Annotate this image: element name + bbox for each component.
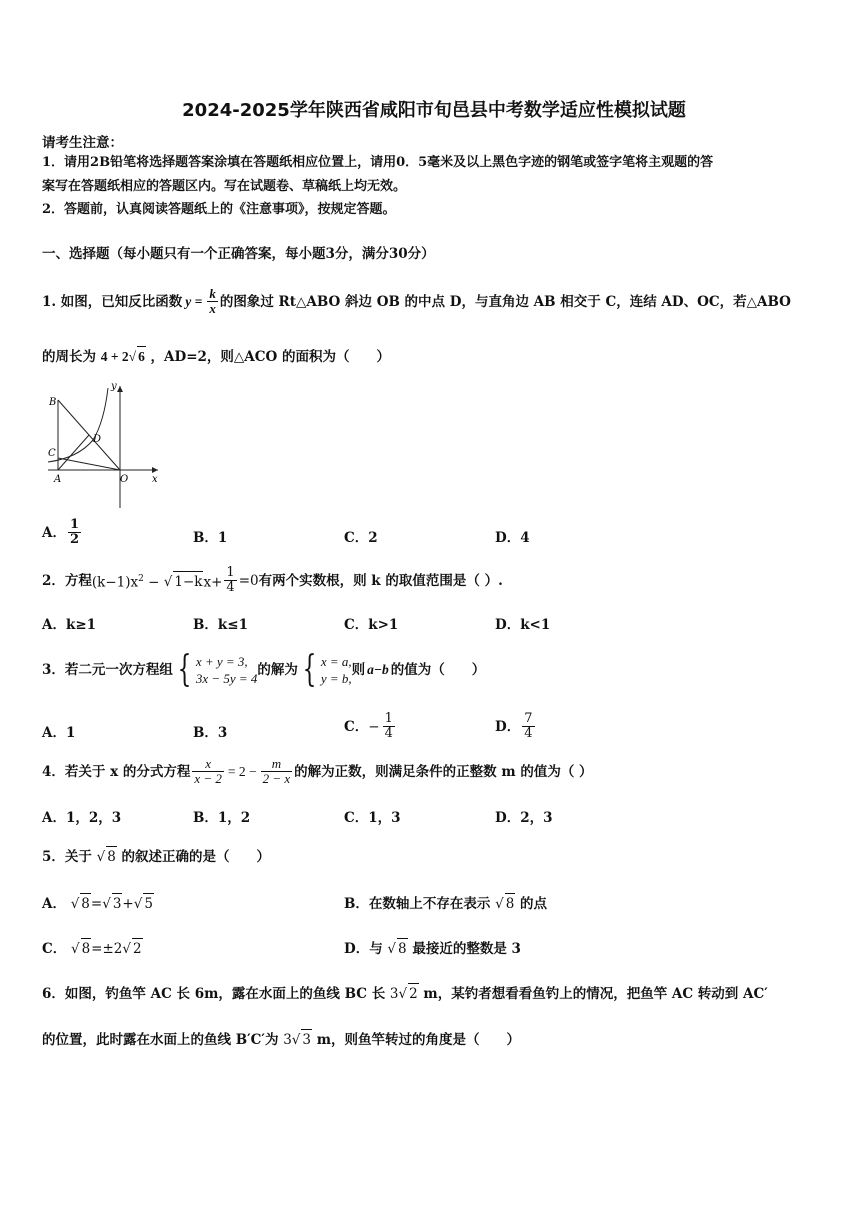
q2-option-d: D．k<1 — [495, 617, 551, 633]
q5-option-d-sqrt: √ 8 — [387, 941, 407, 957]
q5-option-d-post: 最接近的整数是 3 — [412, 941, 521, 957]
q6-bc-prime-length: 3√ 3 — [283, 1032, 312, 1048]
q1-option-a — [42, 518, 83, 547]
question-6-line1 — [42, 983, 768, 1004]
q3-d-num: 7 — [524, 711, 533, 726]
q3-option-c-fraction — [383, 712, 395, 741]
q6-bc-length: 3√ 2 — [390, 986, 419, 1002]
q5-option-b-post: 的点 — [520, 896, 548, 912]
q1-a-den: 2 — [69, 532, 80, 547]
q1-formula-y: y = — [185, 293, 203, 309]
notice-item2: 2．答题前，认真阅读答题纸上的《注意事项》，按规定答题。 — [42, 202, 396, 217]
q1-line2-pre: 的周长为 — [42, 349, 96, 365]
q3-system-1: { x + y = 3, 3x − 5y = 4 — [177, 649, 258, 690]
q3-option-d — [495, 712, 537, 741]
q5-option-a — [42, 893, 154, 914]
q5-option-b-sqrt: √ 8 — [495, 896, 515, 912]
y-axis-arrow — [117, 386, 123, 392]
q3-sys2-line2: y = b, — [320, 671, 352, 686]
q3-c-den: 4 — [384, 726, 393, 741]
q2-option-c: C．k>1 — [344, 617, 399, 633]
fig-label-a: A — [54, 474, 62, 485]
q4-post: 的解为正数，则满足条件的正整数 m 的值为（ ） — [294, 763, 593, 780]
q6-line2-post: m，则鱼竿转过的角度是（ ） — [316, 1032, 520, 1048]
q2-equation-eq: =0 — [238, 572, 259, 589]
q3-system-2: { x = a, y = b, — [302, 649, 352, 690]
q3-option-b: B．3 — [193, 725, 228, 741]
q4-pre: 4．若关于 x 的分式方程 — [42, 763, 191, 780]
question-6-line2 — [42, 1029, 520, 1050]
q5-post: 的叙述正确的是（ ） — [121, 849, 271, 865]
q2-post: 有两个实数根，则 k 的取值范围是（ ）. — [258, 572, 503, 589]
fig-label-x: x — [152, 474, 158, 485]
q2-equation-fraction: $\frac{1}{4}$ — [226, 565, 235, 595]
q3-option-d-fraction — [522, 712, 534, 741]
q3-mid: 的解为 — [257, 662, 298, 678]
q2-equation: $(k-1)x^2$ − √ 1−kx+ — [92, 569, 223, 593]
question-1-line1 — [42, 287, 791, 316]
q5-option-d — [344, 938, 521, 959]
segment-ad — [58, 435, 89, 470]
fig-label-d: D — [93, 434, 102, 445]
x-axis-arrow — [152, 467, 158, 473]
q5-option-b — [344, 893, 547, 914]
q5-option-a-expr: √ 8=√ 3+√ 5 — [71, 896, 154, 912]
q4-option-c: C．1，3 — [344, 810, 401, 826]
q1-figure — [38, 378, 163, 513]
q5-option-c-label: C． — [42, 941, 67, 957]
q2-option-a: A．k≥1 — [42, 617, 97, 633]
q1-option-a-fraction — [68, 518, 81, 547]
q5-sqrt8: √ 8 — [97, 849, 117, 865]
q6-pre: 6．如图，钓鱼竿 AC 长 6m，露在水面上的鱼线 BC 长 — [42, 986, 386, 1002]
q3-mid2: 则 — [351, 662, 366, 678]
q3-option-c — [344, 712, 397, 741]
fig-label-o: O — [120, 474, 129, 485]
q5-pre: 5．关于 — [42, 849, 92, 865]
q3-option-a: A．1 — [42, 725, 76, 741]
section-heading: 一、选择题（每小题只有一个正确答案，每小题3分，满分30分） — [42, 246, 435, 262]
q5-option-a-label: A． — [42, 896, 66, 912]
q3-c-num: 1 — [384, 711, 393, 726]
q4-option-d: D．2，3 — [495, 810, 553, 826]
q1-line2-post: ，AD=2，则△ACO 的面积为（ ） — [150, 349, 390, 365]
notice-heading: 请考生注意： — [42, 135, 123, 151]
notice-item1-line1: 1．请用2B铅笔将选择题答案涂填在答题纸相应位置上，请用0．5毫米及以上黑色字迹的钢笔或签字笔将主观题的答 — [42, 155, 714, 170]
q2-pre: 2．方程 — [42, 572, 92, 589]
q2-option-b: B．k≤1 — [193, 617, 248, 633]
q3-d-den: 4 — [524, 726, 533, 741]
q1-pre: 1. 如图，已知反比函数 — [42, 293, 183, 310]
q1-option-b: B．1 — [193, 530, 228, 546]
question-5 — [42, 846, 270, 867]
q4-option-b: B．1，2 — [193, 810, 251, 826]
q3-sys1-line2: 3x − 5y = 4 — [195, 671, 258, 686]
question-1-line2 — [42, 346, 390, 367]
q1-option-d: D．4 — [495, 530, 530, 546]
q5-option-c-expr: √ 8=±2√ 2 — [71, 941, 143, 957]
q3-option-d-label: D． — [495, 718, 521, 735]
q4-fraction-left: $\frac{x}{x - 2}$ — [194, 756, 222, 786]
fig-label-c: C — [48, 448, 56, 459]
fig-label-y: y — [111, 381, 117, 392]
q1-perimeter: 4 + 2√ 6 — [101, 349, 146, 364]
q4-equals: = 2 − — [227, 763, 257, 779]
question-3 — [42, 649, 486, 690]
question-4 — [42, 757, 593, 786]
q3-pre: 3．若二元一次方程组 — [42, 662, 173, 678]
q5-option-d-pre: D．与 — [344, 941, 383, 957]
q1-option-c: C．2 — [344, 530, 378, 546]
fig-label-b: B — [49, 397, 57, 408]
question-2 — [42, 566, 503, 595]
q6-mid: m，某钓者想看看鱼钓上的情况，把鱼竿 AC 转动到 AC′ — [423, 986, 768, 1002]
q3-post: 的值为（ ） — [390, 662, 486, 678]
q4-option-a: A．1，2，3 — [42, 810, 122, 826]
q1-formula-fraction: $\frac{k}{x}$ — [209, 286, 216, 316]
page-title: 2024-2025学年陕西省咸阳市旬邑县中考数学适应性模拟试题 — [182, 100, 686, 121]
q3-expr: a−b — [367, 662, 389, 677]
q3-sys1-line1: x + y = 3, — [195, 654, 248, 669]
q1-mid: 的图象过 Rt△ABO 斜边 OB 的中点 D，与直角边 AB 相交于 C，连结 AD、OC，若△ABO — [219, 293, 791, 310]
q5-option-c — [42, 938, 143, 959]
q4-fraction-right: $\frac{m}{2 - x}$ — [262, 756, 291, 786]
notice-item1-line2: 案写在答题纸相应的答题区内。写在试题卷、草稿纸上均无效。 — [42, 179, 407, 194]
q6-line2-pre: 的位置，此时露在水面上的鱼线 B′C′为 — [42, 1032, 279, 1048]
q1-option-a-label: A． — [42, 524, 66, 541]
hyperbola-curve — [48, 388, 108, 462]
q3-sys2-line1: x = a, — [320, 654, 352, 669]
q1-a-num: 1 — [69, 517, 80, 532]
q5-option-b-pre: B．在数轴上不存在表示 — [344, 896, 491, 912]
q3-option-c-label: C． — [344, 718, 369, 735]
q3-option-c-sign: − — [368, 718, 380, 735]
